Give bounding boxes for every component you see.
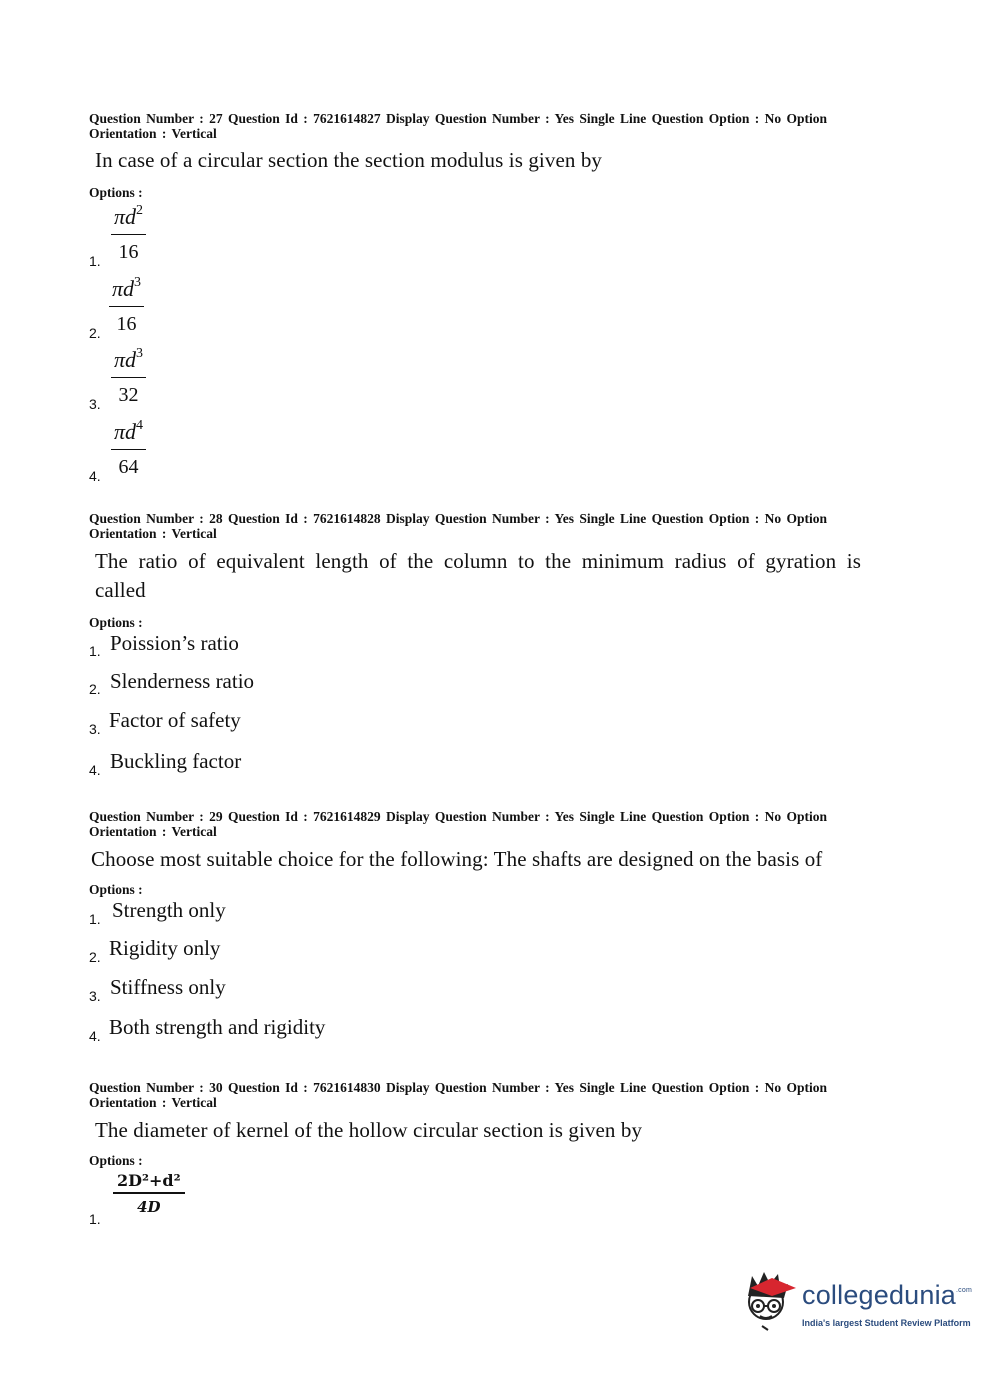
fraction: $\frac{\text{2D²+d²}}{4D}$ bbox=[113, 1171, 185, 1216]
option-1[interactable] bbox=[89, 201, 864, 273]
option-3[interactable]: Factor of safety 3. bbox=[89, 708, 241, 737]
options-label: Options : bbox=[89, 185, 143, 200]
option-1[interactable] bbox=[89, 1169, 864, 1229]
option-number: 1. bbox=[89, 643, 101, 659]
option-number: 1. bbox=[89, 253, 101, 269]
question-text: In case of a circular section the section modulus is given by bbox=[95, 148, 603, 172]
option-number: 2. bbox=[89, 681, 101, 697]
option-3[interactable] bbox=[89, 344, 864, 416]
option-number: 3. bbox=[89, 988, 101, 1004]
option-number: 3. bbox=[89, 396, 101, 412]
option-1[interactable]: Strength only 1. bbox=[89, 898, 226, 927]
question-meta: Question Number : 29 Question Id : 7621614829 Display Question Number : Yes Single Line Question Option : No Option Orientation : Vertical bbox=[89, 809, 827, 839]
option-1[interactable]: Poission’s ratio 1. bbox=[89, 631, 239, 659]
fraction: $\frac{\pi d^2}{16}$ bbox=[111, 203, 146, 264]
option-4[interactable] bbox=[89, 416, 864, 488]
question-30 bbox=[89, 1081, 864, 1229]
question-28 bbox=[89, 512, 864, 789]
fraction: $\frac{\pi d^3}{32}$ bbox=[111, 346, 146, 407]
options-label: Options : bbox=[89, 882, 143, 897]
option-number: 3. bbox=[89, 721, 101, 737]
option-number: 4. bbox=[89, 468, 101, 484]
options-label: Options : bbox=[89, 615, 143, 630]
option-number: 2. bbox=[89, 949, 101, 965]
question-meta: Question Number : 27 Question Id : 7621614827 Display Question Number : Yes Single Line Question Option : No Option Orientation : Vertical bbox=[89, 111, 827, 141]
question-27 bbox=[89, 112, 864, 488]
fraction: $\frac{\pi d^3}{16}$ bbox=[109, 275, 144, 336]
option-number: 4. bbox=[89, 1028, 101, 1044]
question-meta: Question Number : 28 Question Id : 7621614828 Display Question Number : Yes Single Line Question Option : No Option Orientation : Vertical bbox=[89, 511, 827, 541]
logo-tagline: India's largest Student Review Platform bbox=[802, 1318, 971, 1328]
logo-wordmark: collegedunia$^{.com}$ bbox=[802, 1280, 973, 1310]
option-number: 4. bbox=[89, 762, 101, 778]
option-number: 1. bbox=[89, 911, 101, 927]
collegedunia-logo[interactable] bbox=[742, 1268, 972, 1338]
option-2[interactable]: Slenderness ratio 2. bbox=[89, 669, 255, 697]
option-2[interactable] bbox=[89, 273, 864, 344]
option-4[interactable]: Both strength and rigidity 4. bbox=[89, 1015, 326, 1044]
option-4[interactable]: Buckling factor 4. bbox=[89, 749, 242, 778]
fraction: $\frac{\pi d^4}{64}$ bbox=[111, 418, 146, 479]
question-text: Choose most suitable choice for the following: The shafts are designed on the basis of bbox=[91, 847, 823, 871]
options-label: Options : bbox=[89, 1153, 143, 1168]
option-number: 1. bbox=[89, 1211, 101, 1227]
question-meta: Question Number : 30 Question Id : 7621614830 Display Question Number : Yes Single Line Question Option : No Option Orientation : Vertical bbox=[89, 1080, 827, 1110]
mascot-icon bbox=[742, 1268, 802, 1338]
question-text: The ratio of equivalent length of the column to the minimum radius of gyration is called bbox=[95, 549, 861, 602]
option-3[interactable]: Stiffness only 3. bbox=[89, 975, 226, 1004]
option-2[interactable]: Rigidity only 2. bbox=[89, 936, 221, 965]
question-text: The diameter of kernel of the hollow circular section is given by bbox=[95, 1118, 643, 1142]
question-29 bbox=[89, 810, 864, 1055]
option-number: 2. bbox=[89, 325, 101, 341]
